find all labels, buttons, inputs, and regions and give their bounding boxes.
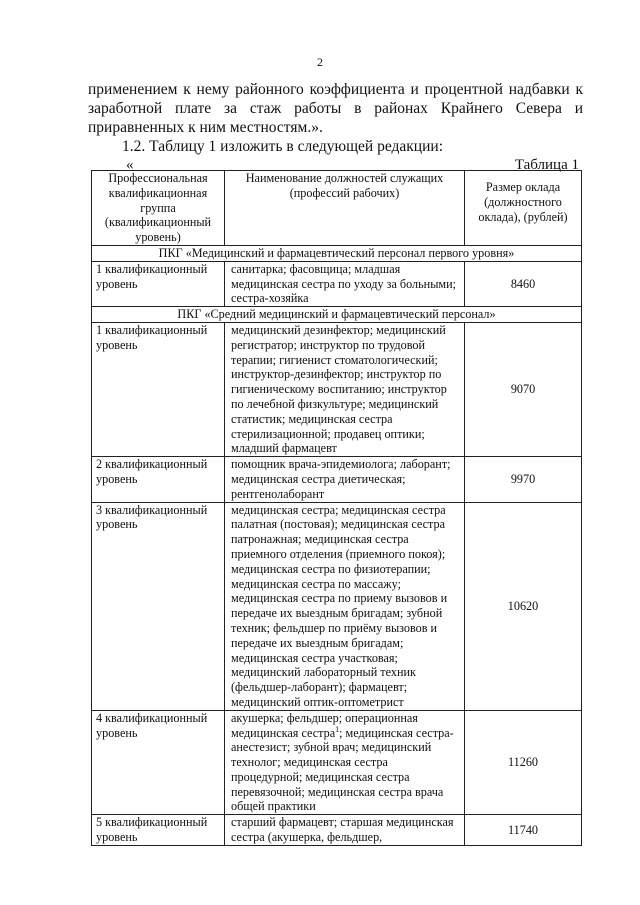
- footnote-mark: 1: [335, 724, 340, 734]
- positions-cell: медицинская сестра; медицинская сестра палатная (постовая); медицинская сестра патронажная; медицинская сестра приемного отделения (приемного покоя); медицинская сестра по физиотерапии; медицинская сестра по массажу; медицинская сестра по приему вызовов и передаче их выездным бригадам; зубной техник; фельдшер по приёму вызовов и передаче их выездным бригадам; медицинская сестра участковая; медицинский лабораторный техник (фельдшер-лаборант); фармацевт; медицинский оптик-оптометрист: [225, 502, 465, 710]
- intro-paragraph: [88, 80, 583, 137]
- header-group: Профессиональная квалификационная группа (квалификационный уровень): [92, 171, 225, 246]
- salary-table: [91, 170, 582, 846]
- level-cell: 5 квалификационный уровень: [92, 815, 225, 846]
- table-row: [92, 502, 582, 710]
- salary-cell: 11740: [465, 815, 582, 846]
- positions-text: ; медицинская сестра-анестезист; зубной врач; медицинский технолог; медицинская сестра процедурной; медицинская сестра перевязочной; медицинская сестра врача общей практики: [231, 725, 454, 814]
- page-number: 2: [317, 55, 323, 69]
- positions-cell: старший фармацевт; старшая медицинская сестра (акушерка, фельдшер,: [225, 815, 465, 846]
- group-row: [92, 246, 582, 262]
- header-salary: Размер оклада (должностного оклада), (рублей): [465, 171, 582, 246]
- salary-cell: 9970: [465, 457, 582, 502]
- table-row: [92, 261, 582, 306]
- positions-cell: помощник врача-эпидемиолога; лаборант; медицинская сестра диетическая; рентгенолаборант: [225, 457, 465, 502]
- level-cell: 3 квалификационный уровень: [92, 502, 225, 710]
- level-cell: 4 квалификационный уровень: [92, 710, 225, 815]
- positions-cell: медицинский дезинфектор; медицинский регистратор; инструктор по трудовой терапии; гигиенист стоматологический; инструктор-дезинфектор; инструктор по гигиеническому воспитанию; инструктор по лечебной физкультуре; медицинский статистик; медицинская сестра стерилизационной; продавец оптики; младший фармацевт: [225, 322, 465, 456]
- level-cell: 1 квалификационный уровень: [92, 261, 225, 306]
- header-positions: Наименование должностей служащих (профессий рабочих): [225, 171, 465, 246]
- group-title: ПКГ «Медицинский и фармацевтический персонал первого уровня»: [92, 246, 582, 262]
- paragraph-line: заработной плате за стаж работы в районах Крайнего Севера и: [88, 100, 583, 117]
- salary-cell: 9070: [465, 322, 582, 456]
- table-row: [92, 322, 582, 456]
- group-title: ПКГ «Средний медицинский и фармацевтический персонал»: [92, 307, 582, 323]
- positions-text: акушерка; фельдшер; операционная медицинская сестра: [231, 710, 418, 740]
- salary-cell: 11260: [465, 710, 582, 815]
- table-row: [92, 457, 582, 502]
- positions-cell: санитарка; фасовщица; младшая медицинская сестра по уходу за больными; сестра-хозяйка: [225, 261, 465, 306]
- group-row: [92, 307, 582, 323]
- salary-cell: 10620: [465, 502, 582, 710]
- salary-cell: 8460: [465, 261, 582, 306]
- open-quote: «: [126, 157, 134, 173]
- redaction-instruction: 1.2. Таблицу 1 изложить в следующей редакции:: [122, 138, 443, 155]
- positions-cell: [225, 710, 465, 815]
- paragraph-line: приравненных к ним местностям.».: [88, 119, 323, 136]
- table-row: [92, 815, 582, 846]
- level-cell: 2 квалификационный уровень: [92, 457, 225, 502]
- level-cell: 1 квалификационный уровень: [92, 322, 225, 456]
- paragraph-line: применением к нему районного коэффициента и процентной надбавки к: [88, 81, 583, 98]
- table-caption: Таблица 1: [514, 157, 579, 173]
- table-row: [92, 710, 582, 815]
- table-header-row: [92, 171, 582, 246]
